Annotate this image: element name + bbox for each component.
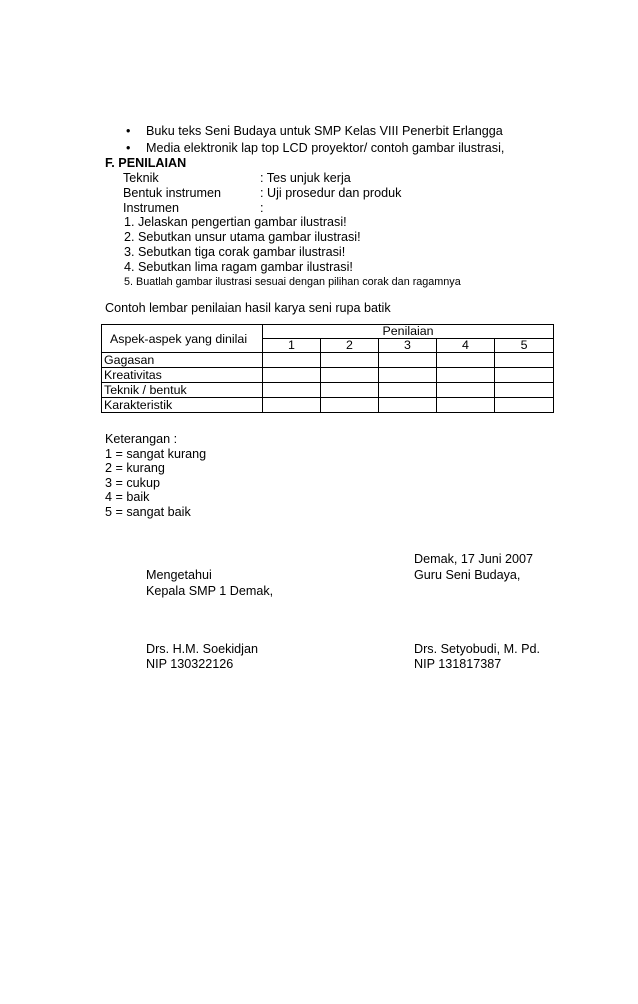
question-item-3: 3. Sebutkan tiga corak gambar ilustrasi! [124, 245, 346, 259]
score-column-2: 2 [321, 339, 379, 353]
question-item-4: 4. Sebutkan lima ragam gambar ilustrasi! [124, 260, 353, 274]
teknik-value: : Tes unjuk kerja [260, 171, 351, 185]
question-item-1: 1. Jelaskan pengertian gambar ilustrasi! [124, 215, 347, 229]
left-signer-nip: NIP 130322126 [146, 657, 234, 671]
keterangan-item-4: 4 = baik [105, 490, 150, 504]
aspect-kreativitas: Kreativitas [102, 368, 263, 383]
instrumen-label: Instrumen [123, 201, 179, 215]
keterangan-item-1: 1 = sangat kurang [105, 447, 207, 461]
score-column-1: 1 [263, 339, 321, 353]
score-header: Penilaian [263, 325, 554, 339]
score-cell [321, 353, 379, 368]
score-cell [263, 368, 321, 383]
instrumen-value: : [260, 201, 264, 215]
question-item-5: 5. Buatlah gambar ilustrasi sesuai dengan pilihan corak dan ragamnya [124, 276, 461, 288]
score-cell [379, 368, 437, 383]
bentuk-instrumen-value: : Uji prosedur dan produk [260, 186, 402, 200]
aspect-karakteristik: Karakteristik [102, 398, 263, 413]
table-row [102, 383, 554, 398]
score-cell [437, 398, 495, 413]
table-row [102, 398, 554, 413]
keterangan-item-2: 2 = kurang [105, 461, 165, 475]
score-cell [437, 383, 495, 398]
score-cell [263, 398, 321, 413]
score-cell [495, 353, 554, 368]
score-column-5: 5 [495, 339, 554, 353]
score-cell [437, 353, 495, 368]
score-column-3: 3 [379, 339, 437, 353]
left-signer-line2: Kepala SMP 1 Demak, [146, 584, 274, 598]
score-column-4: 4 [437, 339, 495, 353]
teknik-label: Teknik [123, 171, 159, 185]
score-cell [321, 383, 379, 398]
aspect-gagasan: Gagasan [102, 353, 263, 368]
keterangan-title: Keterangan : [105, 432, 178, 446]
score-cell [495, 368, 554, 383]
score-cell [379, 383, 437, 398]
score-cell [437, 368, 495, 383]
score-cell [379, 398, 437, 413]
table-row [102, 368, 554, 383]
score-cell [321, 398, 379, 413]
assessment-table [101, 324, 554, 413]
score-cell [263, 353, 321, 368]
question-item-2: 2. Sebutkan unsur utama gambar ilustrasi! [124, 230, 361, 244]
score-cell [379, 353, 437, 368]
aspect-header: Aspek-aspek yang dinilai [102, 325, 263, 353]
score-cell [321, 368, 379, 383]
right-signer-nip: NIP 131817387 [414, 657, 502, 671]
keterangan-item-5: 5 = sangat baik [105, 505, 191, 519]
place-date: Demak, 17 Juni 2007 [414, 552, 534, 566]
score-cell [495, 398, 554, 413]
bullet-item-media: • Media elektronik lap top LCD proyektor/ contoh gambar ilustrasi, [146, 141, 504, 156]
keterangan-item-3: 3 = cukup [105, 476, 160, 490]
aspect-teknik-bentuk: Teknik / bentuk [102, 383, 263, 398]
table-caption: Contoh lembar penilaian hasil karya seni rupa batik [105, 301, 391, 315]
left-signer-line1: Mengetahui [146, 568, 212, 582]
score-cell [263, 383, 321, 398]
table-row [102, 353, 554, 368]
bullet-item-buku-teks: • Buku teks Seni Budaya untuk SMP Kelas VIII Penerbit Erlangga [146, 124, 503, 139]
section-heading-penilaian: F. PENILAIAN [105, 156, 187, 170]
score-cell [495, 383, 554, 398]
left-signer-name: Drs. H.M. Soekidjan [146, 642, 258, 656]
right-signer-role: Guru Seni Budaya, [414, 568, 521, 582]
bentuk-instrumen-label: Bentuk instrumen [123, 186, 222, 200]
right-signer-name: Drs. Setyobudi, M. Pd. [414, 642, 540, 656]
